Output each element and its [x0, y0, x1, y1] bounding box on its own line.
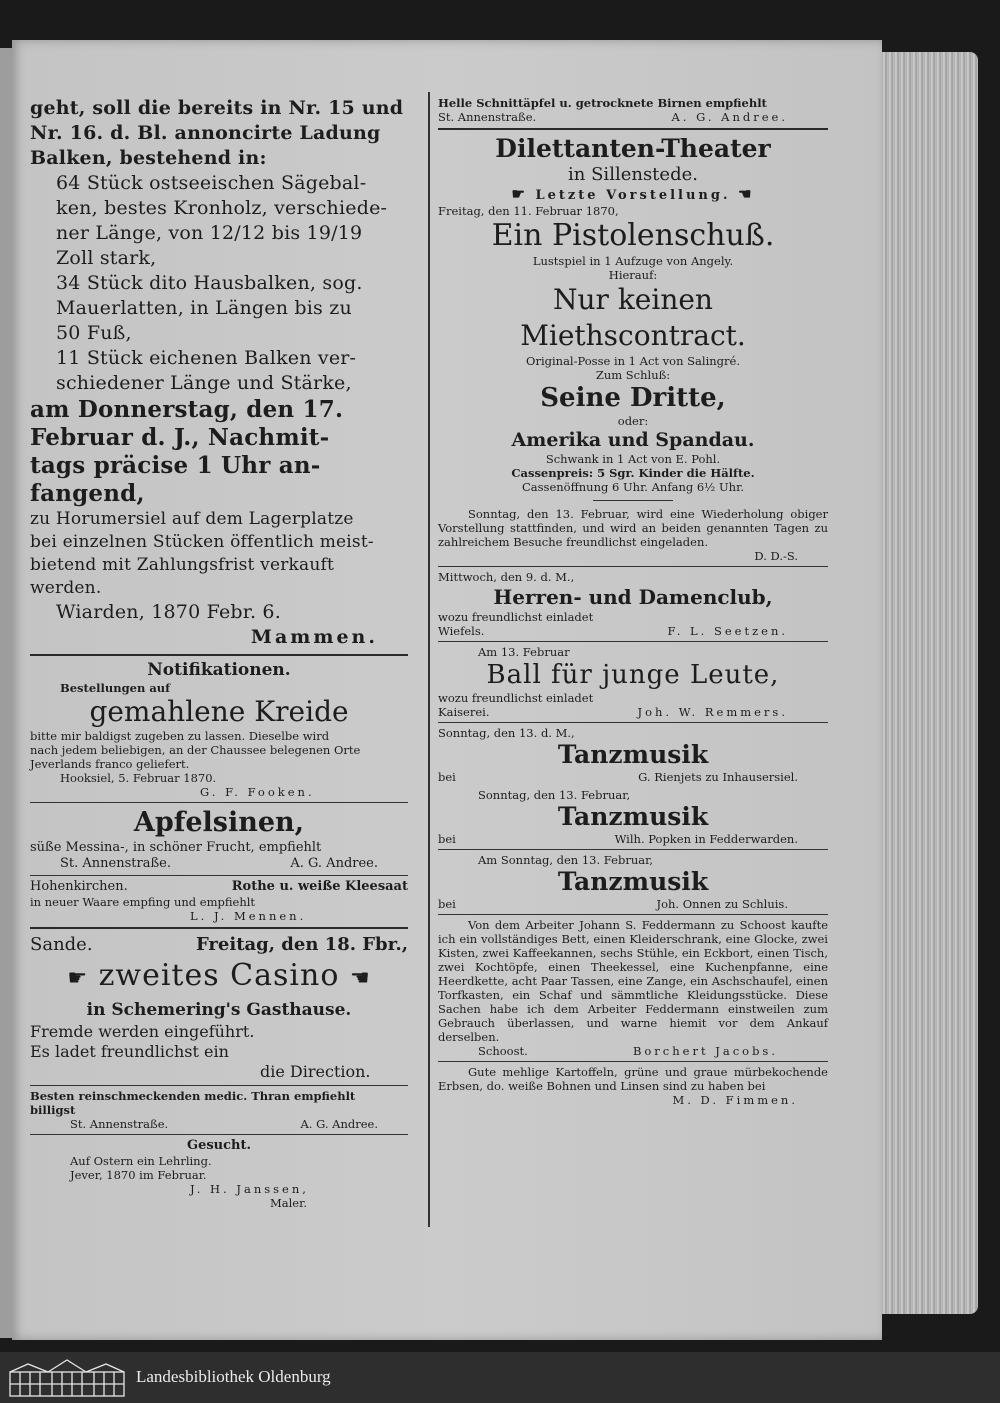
- column-rule: [428, 92, 430, 1227]
- ad-date: Freitag, den 18. Fbr.,: [195, 934, 408, 955]
- play-connector: Zum Schluß:: [595, 368, 671, 382]
- pointing-hand-icon: ☚: [349, 966, 371, 991]
- play-connector: Hierauf:: [608, 268, 658, 282]
- ad-signature: L. J. Mennen.: [190, 909, 307, 923]
- ad-place: Wiefels.: [438, 624, 485, 638]
- library-building-icon: [8, 1358, 126, 1402]
- theater-date: Freitag, den 11. Februar 1870,: [438, 204, 619, 218]
- left-column: [30, 96, 408, 1246]
- ad-line: Helle Schnittäpfel u. getrocknete Birnen empfiehlt: [438, 96, 767, 110]
- ad-place: Hooksiel, 5. Februar 1870.: [60, 771, 217, 785]
- ad-line: wozu freundlichst einladet: [438, 691, 594, 705]
- pointing-hand-icon: ☛: [67, 966, 89, 991]
- ad-signature: M. D. Fimmen.: [672, 1093, 798, 1107]
- library-name: Landesbibliothek Oldenburg: [136, 1367, 331, 1386]
- ad-text: Von dem Arbeiter Johann S. Feddermann zu Schoost kaufte ich ein vollständiges Bett, einen Kleiderschrank, eine Glocke, zwei Kisten, zwei Kaffeekannen, sechs Stühle, ein Eckbort, einen Tisch, zwei Kochtöpfe, einen Theekessel, eine Kuchenpfanne, eine Heerdkette, acht Paar Tassen, eine Zange, ein Aschschaufel, einen Torfkasten, ein Schaf und sämmtliche Kleidungsstücke. Diese Sachen habe ich dem Arbeiter Feddermann einstweilen zum Gebrauch überlassen, und warne hiemit vor dem Ankauf derselben.: [438, 918, 828, 1044]
- divider: [438, 914, 828, 915]
- ad-signature: A. G. Andree.: [300, 1117, 378, 1131]
- ad-signature: A. G. Andree.: [671, 110, 788, 124]
- ad-footer-row: [438, 110, 828, 124]
- ad-signature: F. L. Seetzen.: [667, 624, 788, 638]
- ad-signature: G. Rienjets zu Inhausersiel.: [638, 770, 798, 784]
- ad-footer-row: [438, 1044, 828, 1058]
- divider: [30, 927, 408, 929]
- ad-date: Sonntag, den 13. d. M.,: [438, 726, 575, 740]
- ad-text: Gute mehlige Kartoffeln, grüne und graue mürbekochende Erbsen, do. weiße Bohnen und Linsen sind zu haben bei: [438, 1065, 828, 1093]
- divider: [438, 128, 828, 130]
- ad-date: Am 13. Februar: [478, 645, 570, 659]
- ad-headline: Tanzmusik: [557, 867, 709, 896]
- play-title: Seine Dritte,: [540, 383, 726, 413]
- ad-signature: Joh. W. Remmers.: [637, 705, 788, 719]
- ad-bei: bei: [438, 832, 456, 846]
- notice-line: 34 Stück dito Hausbalken, sog.: [56, 272, 363, 294]
- divider: [438, 1061, 828, 1062]
- play-connector: oder:: [617, 414, 649, 428]
- ad-location: in Schemering's Gasthause.: [86, 1000, 352, 1020]
- theater-last: Letzte Vorstellung.: [535, 188, 731, 203]
- ad-line: Jever, 1870 im Februar.: [70, 1168, 207, 1182]
- ad-place: Kaiserei.: [438, 705, 490, 719]
- price-line: Cassenpreis: 5 Sgr. Kinder die Hälfte.: [511, 466, 755, 480]
- ad-signature: D. D.-S.: [754, 549, 798, 563]
- ad-bei: bei: [438, 770, 456, 784]
- ad-street: St. Annenstraße.: [438, 110, 537, 124]
- play-subtitle: Original-Posse in 1 Act von Salingré.: [526, 354, 740, 368]
- auction-date-line: Februar d. J., Nachmit-: [30, 424, 330, 451]
- ad-signature: Wilh. Popken in Fedderwarden.: [614, 832, 798, 846]
- theater-title: Dilettanten-Theater: [495, 134, 771, 163]
- notice-line: Balken, bestehend in:: [30, 147, 267, 169]
- auction-notice: [30, 96, 408, 650]
- ad-headline: gemahlene Kreide: [89, 695, 349, 728]
- notice-line: 11 Stück eichenen Balken ver-: [56, 347, 357, 369]
- ad-line: [30, 879, 408, 895]
- divider: [30, 1085, 408, 1086]
- divider: [593, 500, 673, 501]
- notice-line: ken, bestes Kronholz, verschiede-: [56, 197, 388, 219]
- divider: [30, 1134, 408, 1135]
- ad-headline: Ball für junge Leute,: [486, 660, 780, 690]
- ad-place: Schoost.: [478, 1044, 528, 1058]
- ad-footer-row: [438, 624, 828, 638]
- play-title: Ein Pistolenschuß.: [491, 218, 775, 253]
- ad-line: bitte mir baldigst zugeben zu lassen. Dieselbe wird: [30, 729, 330, 743]
- notice-line: bietend mit Zahlungsfrist verkauft: [30, 555, 335, 575]
- ad-footer-row: [438, 897, 828, 911]
- ad-line: nach jedem beliebigen, an der Chaussee belegenen Orte: [30, 743, 361, 757]
- notice-line: bei einzelnen Stücken öffentlich meist-: [30, 532, 374, 552]
- divider: [438, 641, 828, 642]
- casino-headline-row: [30, 957, 408, 998]
- ad-signature: A. G. Andree.: [290, 856, 378, 871]
- section-heading: Gesucht.: [186, 1138, 252, 1153]
- ad-role: Maler.: [270, 1196, 308, 1210]
- ad-line: Besten reinschmeckenden medic. Thran empfiehlt: [30, 1089, 356, 1103]
- theater-location: in Sillenstede.: [568, 164, 698, 185]
- pointing-hand-icon: ☚: [738, 185, 755, 203]
- ad-date: Mittwoch, den 9. d. M.,: [438, 570, 575, 584]
- divider: [438, 566, 828, 567]
- opening-line: Cassenöffnung 6 Uhr. Anfang 6½ Uhr.: [522, 480, 744, 494]
- notice-line: Nr. 16. d. Bl. annoncirte Ladung: [30, 122, 381, 144]
- play-subtitle: Schwank in 1 Act von E. Pohl.: [545, 452, 721, 466]
- notice-line: schiedener Länge und Stärke,: [56, 372, 352, 394]
- ad-text: Sonntag, den 13. Februar, wird eine Wiederholung obiger Vorstellung stattfinden, und wird an beiden genannten Tagen zu zahlreichem Besuche freundlichst eingeladen.: [438, 507, 828, 549]
- divider: [438, 849, 828, 850]
- theater-last-row: [438, 186, 828, 204]
- notice-line: ner Länge, von 12/12 bis 19/19: [56, 222, 363, 244]
- ad-line: Auf Ostern ein Lehrling.: [70, 1154, 212, 1168]
- auction-date-line: am Donnerstag, den 17.: [30, 396, 344, 423]
- ad-line: Jeverlands franco geliefert.: [30, 757, 190, 771]
- ad-line: in neuer Waare empfing und empfiehlt: [30, 895, 256, 909]
- ad-text: Rothe u. weiße Kleesaat: [231, 879, 408, 894]
- ad-place: Sande.: [30, 934, 93, 955]
- ad-street: St. Annenstraße.: [60, 856, 171, 871]
- ad-place: Hohenkirchen.: [30, 879, 128, 894]
- book-page-edges: [876, 52, 978, 1314]
- auction-date-line: fangend,: [30, 480, 145, 507]
- ad-date: Sonntag, den 13. Februar,: [478, 788, 631, 802]
- ad-bei: bei: [438, 897, 456, 911]
- ad-footer-row: [438, 770, 828, 784]
- notice-line: werden.: [30, 578, 102, 598]
- ad-headline: Tanzmusik: [557, 802, 709, 831]
- notice-line: 64 Stück ostseeischen Sägebal-: [56, 172, 367, 194]
- ad-headline: Apfelsinen,: [133, 807, 305, 838]
- ad-line: Es ladet freundlichst ein: [30, 1042, 229, 1061]
- ad-signature: J. H. Janssen,: [190, 1182, 309, 1196]
- library-footer: [0, 1352, 1000, 1403]
- play-title-alt: Amerika und Spandau.: [511, 429, 755, 451]
- divider: [438, 722, 828, 723]
- ad-signature: Joh. Onnen zu Schluis.: [656, 897, 788, 911]
- ad-footer-row: [30, 1117, 408, 1131]
- place-date: Wiarden, 1870 Febr. 6.: [56, 601, 281, 623]
- notice-line: Mauerlatten, in Längen bis zu: [56, 297, 352, 319]
- signature: Mammen.: [250, 626, 378, 648]
- divider: [30, 802, 408, 803]
- notice-line: 50 Fuß,: [56, 322, 132, 344]
- notice-line: geht, soll die bereits in Nr. 15 und: [30, 97, 404, 119]
- ad-footer-row: [438, 705, 828, 719]
- play-subtitle: Lustspiel in 1 Aufzuge von Angely.: [532, 254, 734, 268]
- auction-date-line: tags präcise 1 Uhr an-: [30, 452, 321, 479]
- casino-date-row: [30, 933, 408, 957]
- ad-footer-row: [438, 832, 828, 846]
- facing-page-edge: [0, 48, 12, 1338]
- ad-headline: Tanzmusik: [557, 740, 709, 769]
- ad-intro: Bestellungen auf: [60, 681, 171, 695]
- ad-line: wozu freundlichst einladet: [438, 610, 594, 624]
- ad-date: Am Sonntag, den 13. Februar,: [478, 853, 653, 867]
- notice-line: Zoll stark,: [56, 247, 157, 269]
- ad-street: St. Annenstraße.: [70, 1117, 169, 1131]
- ad-headline: Herren- und Damenclub,: [493, 585, 773, 609]
- ad-signature: G. F. Fooken.: [200, 785, 315, 799]
- notice-line: zu Horumersiel auf dem Lagerplatze: [30, 509, 354, 529]
- ad-line: süße Messina-, in schöner Frucht, empfiehlt: [30, 840, 322, 855]
- ad-line: Fremde werden eingeführt.: [30, 1022, 255, 1041]
- pointing-hand-icon: ☛: [511, 185, 528, 203]
- ad-headline: zweites Casino: [98, 958, 340, 993]
- right-column: [438, 96, 828, 1246]
- ad-footer-row: [30, 856, 408, 872]
- ad-line: billigst: [30, 1103, 76, 1117]
- ad-signature: Borchert Jacobs.: [632, 1044, 778, 1058]
- divider: [30, 875, 408, 876]
- section-heading: Notifikationen.: [147, 660, 291, 680]
- play-title: Nur keinen Miethscontract.: [520, 283, 746, 352]
- divider: [30, 654, 408, 656]
- ad-signature: die Direction.: [260, 1062, 371, 1081]
